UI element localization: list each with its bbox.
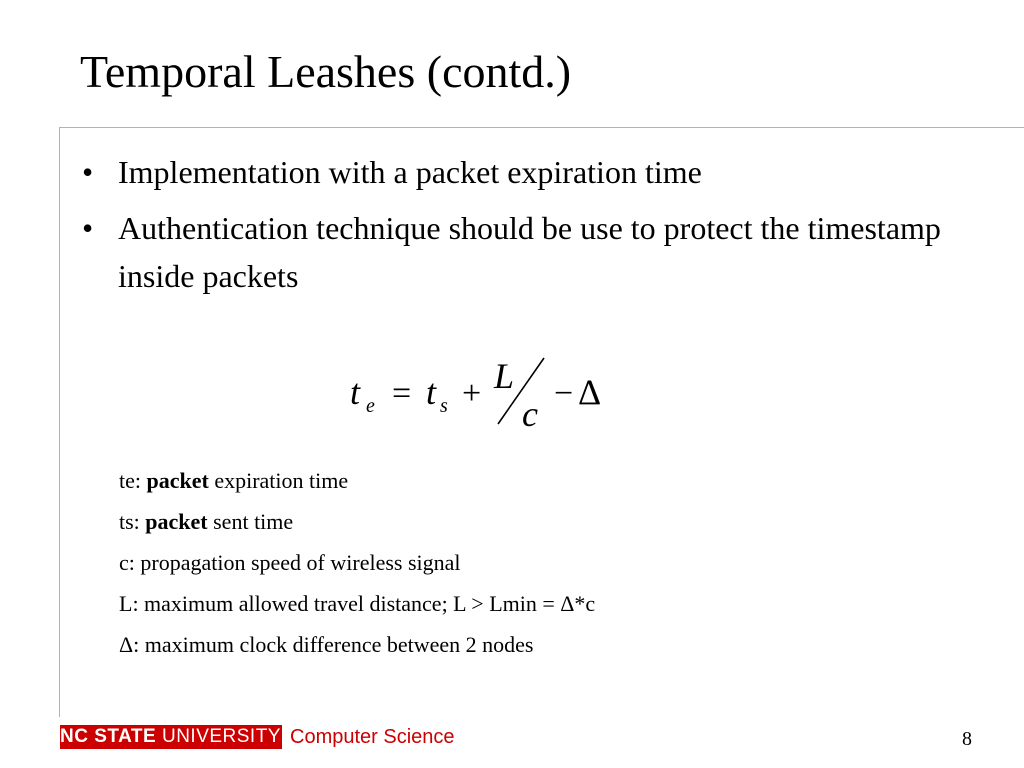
logo-nc-state: NC STATE — [60, 726, 157, 747]
bullet-item — [80, 204, 980, 300]
definition-bold: packet — [146, 468, 209, 493]
formula-te-t: t — [350, 372, 361, 412]
definition-prefix: te: — [119, 468, 147, 493]
definition-rest: expiration time — [208, 468, 349, 493]
definition-item — [119, 501, 595, 542]
definition-item — [119, 460, 595, 501]
definition-rest: sent time — [207, 509, 294, 534]
bullet-icon: • — [82, 210, 94, 246]
definition-list — [119, 460, 595, 665]
definition-prefix: Δ: maximum clock difference between 2 nodes — [119, 632, 534, 657]
definition-prefix: c: propagation speed of wireless signal — [119, 550, 461, 575]
formula-ts-sub: s — [440, 395, 448, 417]
definition-prefix: L: maximum allowed travel distance; L > Lmin = Δ*c — [119, 591, 596, 616]
definition-item — [119, 624, 595, 665]
formula-plus: + — [462, 375, 482, 412]
bullet-list — [80, 148, 980, 308]
definition-item — [119, 583, 595, 624]
department-name: Computer Science — [290, 726, 455, 748]
bullet-text: Authentication technique should be use to protect the timestamp inside packets — [118, 210, 941, 294]
formula-minus: − — [554, 375, 574, 412]
definition-item — [119, 542, 595, 583]
bullet-item — [80, 148, 980, 196]
bullet-icon: • — [82, 154, 94, 190]
definition-bold: packet — [145, 509, 208, 534]
logo-university: UNIVERSITY — [156, 726, 281, 747]
university-logo — [60, 725, 282, 749]
formula — [340, 352, 640, 432]
formula-ts-t: t — [426, 372, 437, 412]
bullet-text: Implementation with a packet expiration time — [118, 154, 702, 190]
formula-numerator: L — [494, 356, 515, 396]
vertical-divider — [59, 127, 60, 717]
formula-equals: = — [392, 375, 412, 412]
slide-title: Temporal Leashes (contd.) — [80, 46, 572, 97]
formula-graphic — [340, 352, 640, 432]
horizontal-divider — [60, 127, 1024, 128]
definition-prefix: ts: — [119, 509, 146, 534]
page-number: 8 — [962, 728, 972, 750]
formula-delta: Δ — [578, 372, 602, 412]
formula-te-sub: e — [366, 395, 375, 417]
formula-denominator: c — [522, 394, 538, 434]
